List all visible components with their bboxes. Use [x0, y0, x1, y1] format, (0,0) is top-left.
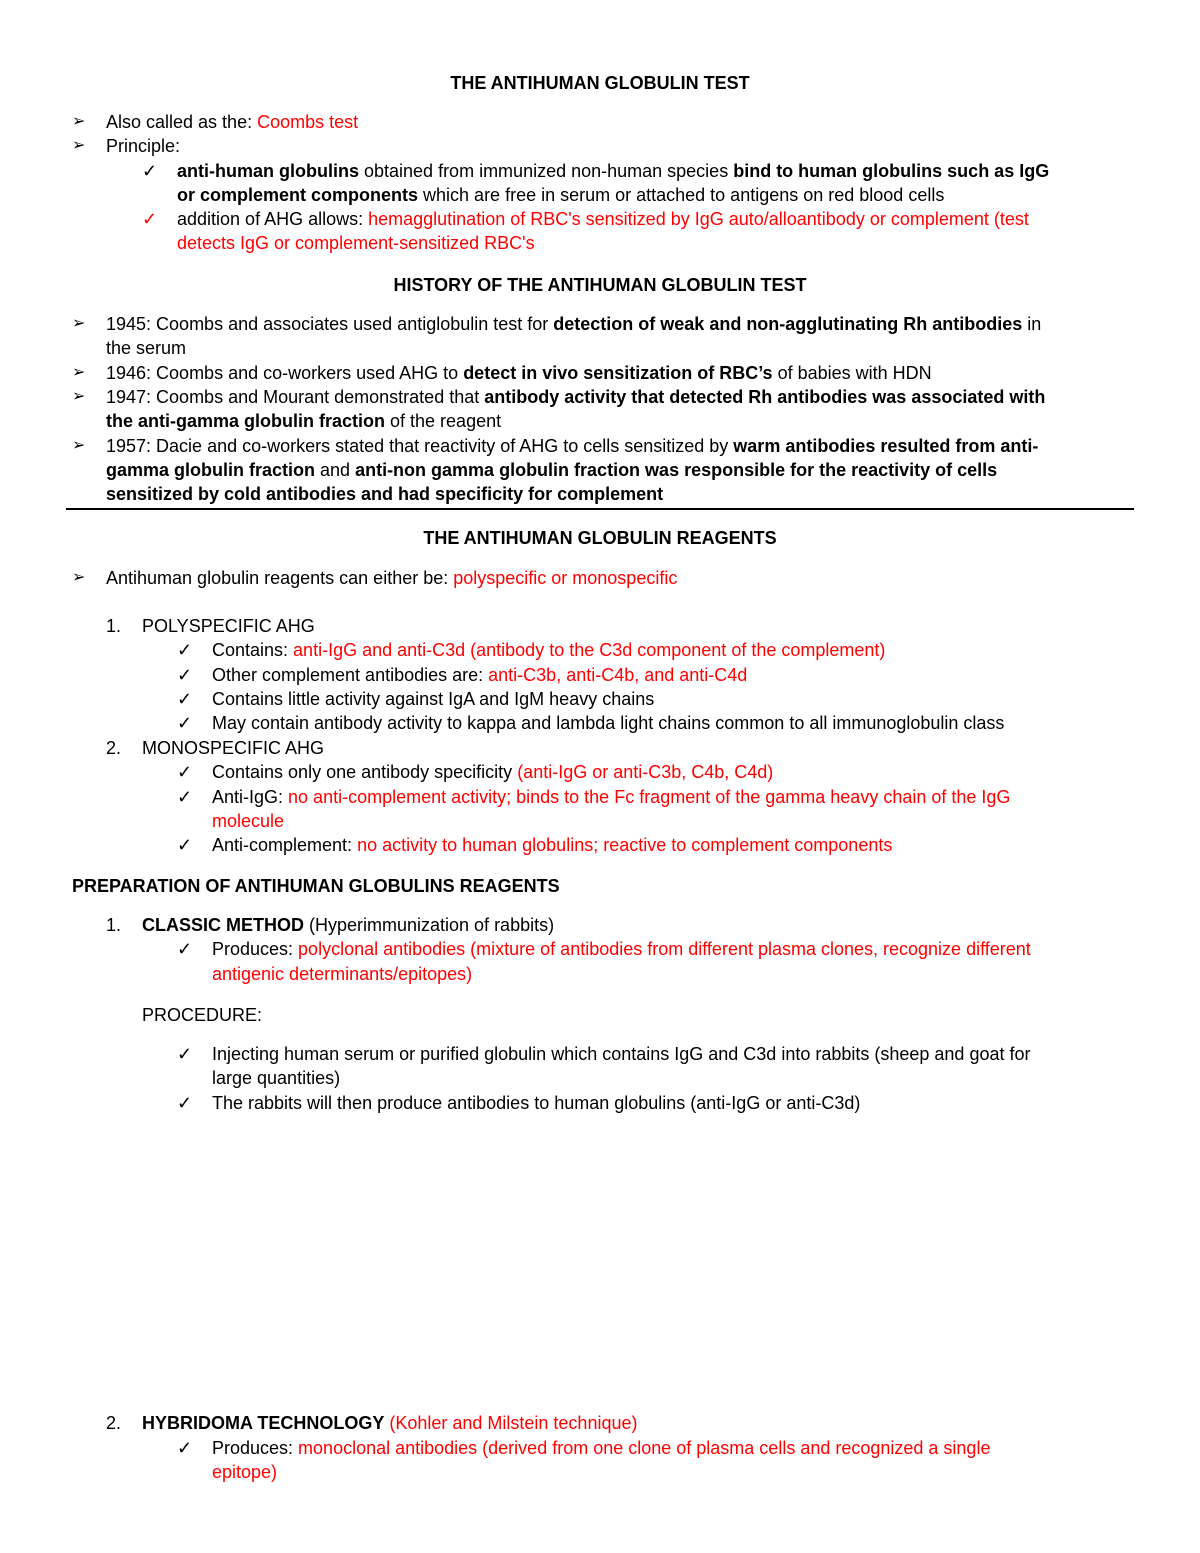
arrow-bullet-icon: ➢ — [72, 388, 86, 405]
check-bullet-icon: ✓ — [177, 1438, 193, 1458]
text-segment: which are free in serum or attached to antigens on red blood cells — [418, 185, 945, 205]
mono-item-3 — [212, 833, 892, 857]
list-number: 2. — [106, 1413, 122, 1433]
poly-item-1 — [212, 638, 885, 662]
list-number: 1. — [106, 915, 122, 935]
principle-label: Principle: — [106, 136, 181, 156]
hybridoma-heading — [142, 1411, 637, 1435]
check-bullet-icon: ✓ — [177, 665, 193, 685]
polyspecific-heading: POLYSPECIFIC AHG — [142, 616, 315, 636]
title-history: HISTORY OF THE ANTIHUMAN GLOBULIN TEST — [393, 275, 807, 295]
text-segment: (Hyperimmunization of rabbits) — [304, 915, 555, 935]
reagents-lead-line — [106, 566, 677, 590]
bold-text-segment: gamma globulin fraction — [106, 460, 316, 480]
hybridoma-item-1-line-1 — [212, 1436, 990, 1460]
procedure-item-1-line-1: Injecting human serum or purified globulin which contains IgG and C3d into rabbits (sheep and goat for — [212, 1044, 1031, 1064]
bold-text-segment: warm antibodies resulted from anti- — [733, 436, 1039, 456]
text-segment: 1957: Dacie and co-workers stated that reactivity of AHG to cells sensitized by — [106, 436, 734, 456]
red-text-segment: (Kohler and Milstein technique) — [384, 1413, 638, 1433]
history-1945-line-2: the serum — [106, 338, 187, 358]
term-complement-components: or complement components — [177, 185, 419, 205]
classic-item-1-line-1 — [212, 937, 1031, 961]
check-bullet-icon: ✓ — [177, 1093, 193, 1113]
bold-text-segment: detect in vivo sensitization of RBC’s — [463, 363, 773, 383]
bold-text-segment: the anti-gamma globulin fraction — [106, 411, 386, 431]
procedure-item-1-line-2: large quantities) — [212, 1068, 341, 1088]
check-bullet-icon: ✓ — [177, 787, 193, 807]
check-bullet-icon: ✓ — [142, 161, 158, 181]
text-segment: Contains: — [212, 640, 294, 660]
arrow-bullet-icon: ➢ — [72, 364, 86, 381]
classic-item-1-line-2: antigenic determinants/epitopes) — [212, 964, 473, 984]
title-reagents: THE ANTIHUMAN GLOBULIN REAGENTS — [423, 528, 777, 548]
arrow-bullet-icon: ➢ — [72, 113, 86, 130]
procedure-item-2: The rabbits will then produce antibodies to human globulins (anti-IgG or anti-C3d) — [212, 1093, 861, 1113]
arrow-bullet-icon: ➢ — [72, 569, 86, 586]
mono-item-2-line-1 — [212, 785, 1010, 809]
check-bullet-icon: ✓ — [177, 713, 193, 733]
arrow-bullet-icon: ➢ — [72, 137, 86, 154]
history-1947-line-1 — [106, 385, 1045, 409]
red-text-segment: hemagglutination of RBC's sensitized by IgG auto/alloantibody or complement (test — [368, 209, 1029, 229]
history-1947-line-2 — [106, 409, 501, 433]
text-segment: Contains only one antibody specificity — [212, 762, 518, 782]
text-segment: of babies with HDN — [772, 363, 932, 383]
list-number: 2. — [106, 738, 122, 758]
arrow-bullet-icon: ➢ — [72, 437, 86, 454]
text-segment: 1945: Coombs and associates used antiglobulin test for — [106, 314, 554, 334]
coombs-test-term: Coombs test — [257, 112, 359, 132]
mono-item-1 — [212, 760, 773, 784]
title-preparation: PREPARATION OF ANTIHUMAN GLOBULINS REAGENTS — [72, 876, 560, 896]
principle-2-line-2: detects IgG or complement-sensitized RBC's — [177, 233, 535, 253]
check-bullet-icon: ✓ — [142, 209, 158, 229]
red-text-segment: monoclonal antibodies (derived from one clone of plasma cells and recognized a single — [298, 1438, 991, 1458]
principle-2-line-1 — [177, 207, 1029, 231]
poly-item-2 — [212, 663, 747, 687]
bold-text-segment: antibody activity that detected Rh antibodies was associated with — [484, 387, 1046, 407]
text-segment: Antihuman globulin reagents can either be: — [106, 568, 454, 588]
poly-item-3: Contains little activity against IgA and IgM heavy chains — [212, 689, 655, 709]
history-1957-line-2 — [106, 458, 997, 482]
text-segment: obtained from immunized non-human species — [359, 161, 734, 181]
term-anti-human-globulins: anti-human globulins — [177, 161, 359, 181]
term-bind-human-globulins: bind to human globulins such as IgG — [733, 161, 1050, 181]
also-called-label: Also called as the: — [106, 112, 258, 132]
section-divider — [66, 508, 1134, 510]
check-bullet-icon: ✓ — [177, 835, 193, 855]
text-segment: Produces: — [212, 1438, 299, 1458]
red-text-segment: polyspecific or monospecific — [453, 568, 678, 588]
mono-item-2-line-2: molecule — [212, 811, 285, 831]
bold-text-segment: HYBRIDOMA TECHNOLOGY — [142, 1413, 385, 1433]
check-bullet-icon: ✓ — [177, 689, 193, 709]
monospecific-heading: MONOSPECIFIC AHG — [142, 738, 325, 758]
text-segment: 1946: Coombs and co-workers used AHG to — [106, 363, 464, 383]
text-segment: 1947: Coombs and Mourant demonstrated that — [106, 387, 485, 407]
procedure-label: PROCEDURE: — [142, 1005, 263, 1025]
classic-method-heading — [142, 913, 554, 937]
poly-item-4: May contain antibody activity to kappa and lambda light chains common to all immunoglobulin class — [212, 713, 1005, 733]
text-segment: Produces: — [212, 939, 299, 959]
principle-1-line-2 — [177, 183, 944, 207]
red-text-segment: polyclonal antibodies (mixture of antibodies from different plasma clones, recognize different — [298, 939, 1031, 959]
text-segment: Other complement antibodies are: — [212, 665, 489, 685]
red-text-segment: no activity to human globulins; reactive to complement components — [357, 835, 893, 855]
history-1957-line-1 — [106, 434, 1038, 458]
bold-text-segment: detection of weak and non-agglutinating Rh antibodies — [553, 314, 1023, 334]
hybridoma-item-1-line-2: epitope) — [212, 1462, 278, 1482]
arrow-bullet-icon: ➢ — [72, 315, 86, 332]
text-segment: Anti-IgG: — [212, 787, 289, 807]
text-segment: addition of AHG allows: — [177, 209, 369, 229]
text-segment: and — [315, 460, 356, 480]
check-bullet-icon: ✓ — [177, 640, 193, 660]
check-bullet-icon: ✓ — [177, 1044, 193, 1064]
text-segment: of the reagent — [385, 411, 502, 431]
red-text-segment: anti-IgG and anti-C3d (antibody to the C3d component of the complement) — [293, 640, 886, 660]
history-1946-line — [106, 361, 932, 385]
history-1945-line-1 — [106, 312, 1041, 336]
list-number: 1. — [106, 616, 122, 636]
bold-text-segment: CLASSIC METHOD — [142, 915, 304, 935]
history-1957-line-3: sensitized by cold antibodies and had specificity for complement — [106, 484, 664, 504]
check-bullet-icon: ✓ — [177, 762, 193, 782]
bold-text-segment: anti-non gamma globulin fraction was responsible for the reactivity of cells — [355, 460, 998, 480]
text-segment: in — [1022, 314, 1042, 334]
red-text-segment: (anti-IgG or anti-C3b, C4b, C4d) — [517, 762, 774, 782]
principle-1-line-1 — [177, 159, 1049, 183]
red-text-segment: anti-C3b, anti-C4b, and anti-C4d — [488, 665, 748, 685]
check-bullet-icon: ✓ — [177, 939, 193, 959]
title-antihuman-globulin-test: THE ANTIHUMAN GLOBULIN TEST — [450, 73, 750, 93]
text-segment: Anti-complement: — [212, 835, 358, 855]
also-called-line — [106, 110, 358, 134]
red-text-segment: no anti-complement activity; binds to the Fc fragment of the gamma heavy chain of the IgG — [288, 787, 1011, 807]
